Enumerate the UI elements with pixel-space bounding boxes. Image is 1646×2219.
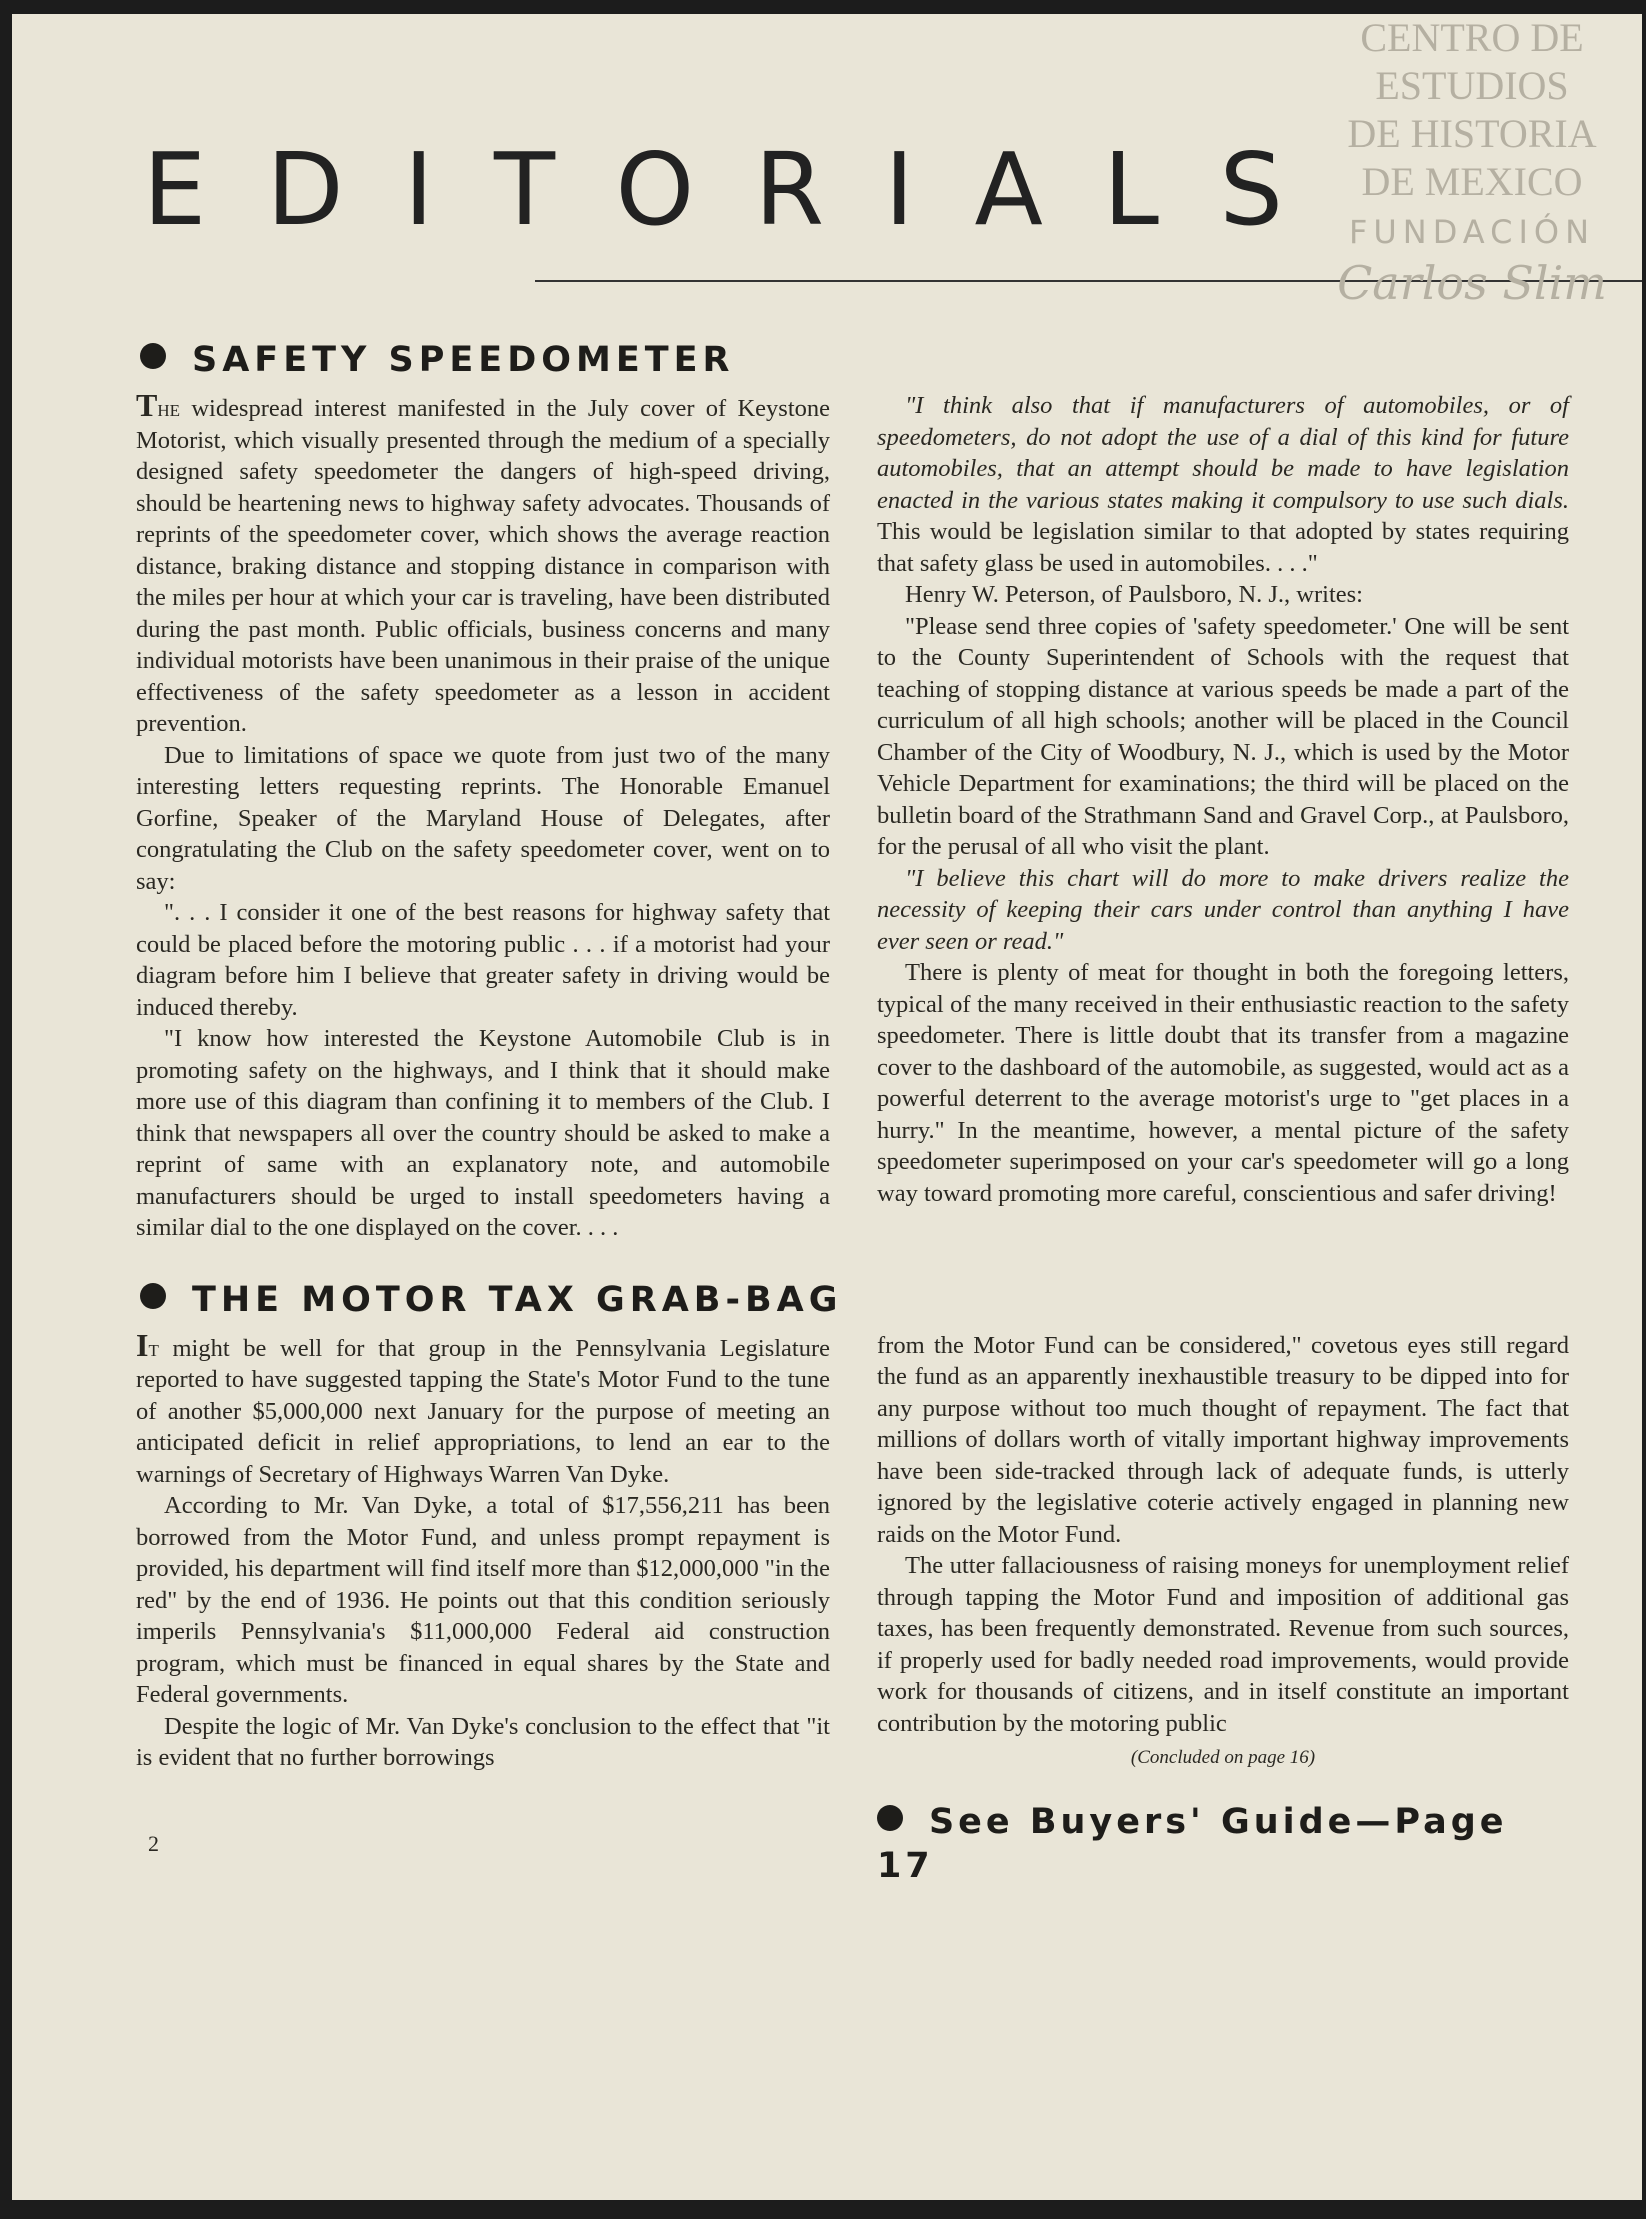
paragraph: The utter fallaciousness of raising moneys for unemployment relief through tapping the Motor Fund and imposition of additional gas taxes, has been frequently demonstrated. Revenue from such sources, if properly used for badly needed road improvements, would provide work for thousands of citizens, and in itself constitute an important contribution by the motoring public xyxy=(877,1552,1569,1737)
motor-tax-right-column xyxy=(877,1330,1569,1774)
safety-columns xyxy=(136,387,1569,1244)
motor-tax-left-column xyxy=(136,1326,830,1774)
paragraph: Despite the logic of Mr. Van Dyke's conclusion to the effect that "it is evident that no further borrowings xyxy=(136,1712,830,1771)
paragraph xyxy=(136,387,831,740)
magazine-page xyxy=(12,14,1642,2200)
drop-cap: I xyxy=(136,1326,149,1363)
watermark-text: DE MEXICO xyxy=(1361,159,1583,204)
watermark-signature: Carlos Slim xyxy=(1337,256,1607,310)
bullet-icon xyxy=(140,343,166,369)
paragraph-text: This would be legislation similar to that adopted by states requiring that safety glass be used in automobiles. . . ." xyxy=(877,518,1569,577)
section-heading-motor-tax xyxy=(140,1278,1569,1322)
continued-note: (Concluded on page 16) xyxy=(1130,1747,1316,1768)
paragraph xyxy=(877,390,1569,579)
editorial-content xyxy=(136,338,1569,1888)
title-letter: D xyxy=(266,131,344,248)
watermark-text: ESTUDIOS xyxy=(1375,63,1569,108)
page-footer xyxy=(136,1800,1569,1888)
title-letter: A xyxy=(974,131,1043,248)
paragraph: According to Mr. Van Dyke, a total of $17,556,211 has been borrowed from the Motor Fund, and unless prompt repayment is provided, his department will find itself more than $12,000,000 "in the red" by the end of 1936. He points out that this condition seriously imperils Pennsylvania's $11,000,000 Federal aid construction program, which must be financed in equal shares by the State and Federal governments. xyxy=(136,1492,830,1708)
section-heading-safety xyxy=(140,338,1569,382)
drop-cap: T xyxy=(136,387,158,423)
paragraph: "Please send three copies of 'safety speedometer.' One will be sent to the County Superintendent of Schools with the request that teaching of stopping distance at various speeds be made a part of the curriculum of all high schools; another will be placed in the Council Chamber of the City of Woodbury, N. J., which is used by the Motor Vehicle Department for examinations; the third will be placed on the bulletin board of the Strathmann Sand and Gravel Corp., at Paulsboro, for the perusal of all who visit the plant. xyxy=(877,612,1569,860)
heading-text: THE MOTOR TAX GRAB-BAG xyxy=(192,1279,843,1320)
paragraph: There is plenty of meat for thought in both the foregoing letters, typical of the many received in their enthusiastic reaction to the safety speedometer. There is little doubt that its transfer from a magazine cover to the dashboard of the automobile, as suggested, would act as a powerful deterrent to the average motorist's urge to "get places in a hurry." In the meantime, however, a mental picture of the safety speedometer superimposed on your car's speedometer will go a long way toward promoting more careful, conscientious and safer driving! xyxy=(877,959,1569,1207)
safety-speedometer-section xyxy=(136,338,1569,1244)
paragraph: from the Motor Fund can be considered," covetous eyes still regard the fund as an apparently inexhaustible treasury to be dipped into for any purpose without too much thought of repayment. The fact that millions of dollars worth of vitally important highway improvements have been side-tracked through lack of adequate funds, is utterly ignored by the legislative coterie actively engaged in planning new raids on the Motor Fund. xyxy=(877,1331,1569,1548)
paragraph xyxy=(136,1326,830,1491)
buyers-guide-text: See Buyers' Guide—Page 17 xyxy=(876,1801,1508,1886)
paragraph: "I believe this chart will do more to make drivers realize the necessity of keeping their cars under control than anything I have ever seen or read." xyxy=(877,864,1569,955)
title-letter: E xyxy=(143,131,207,248)
watermark xyxy=(1302,14,1642,312)
motor-tax-columns xyxy=(136,1326,1569,1774)
safety-left-column xyxy=(136,387,831,1244)
title-letter: I xyxy=(404,131,434,248)
page-number: 2 xyxy=(148,1830,159,1856)
paragraph: Due to limitations of space we quote from just two of the many interesting letters requesting reprints. The Honorable Emanuel Gorfine, Speaker of the Maryland House of Delegates, after congratulating the Club on the safety speedometer cover, went on to say: xyxy=(136,741,830,895)
small-caps: he xyxy=(157,395,181,422)
title-letter: S xyxy=(1219,131,1283,248)
title-letter: L xyxy=(1103,131,1160,248)
bullet-icon xyxy=(877,1805,903,1831)
page-title xyxy=(143,131,1283,248)
small-caps: t xyxy=(148,1334,159,1362)
paragraph: ". . . I consider it one of the best reasons for highway safety that could be placed before the motoring public . . . if a motorist had your diagram before him I believe that greater safety in driving would be induced thereby. xyxy=(136,899,830,1021)
bullet-icon xyxy=(140,1283,166,1309)
watermark-text: CENTRO DE xyxy=(1360,15,1584,60)
paragraph: "I know how interested the Keystone Automobile Club is in promoting safety on the highways, and I think that it should make more use of this diagram than confining it to members of the Club. I think that newspapers all over the country should be asked to make a reprint of same with an explanatory note, and automobile manufacturers should be urged to install speedometers having a similar dial to the one displayed on the cover. . . . xyxy=(136,1025,830,1241)
title-letter: O xyxy=(615,131,695,248)
title-letter: T xyxy=(493,131,556,248)
motor-tax-section xyxy=(136,1278,1569,1774)
title-letter: I xyxy=(884,131,915,248)
paragraph-text: widespread interest manifested in the July cover of Keystone Motorist, which visually presented through the medium of a specially designed safety speedometer the dangers of high-speed driving, should be heartening news to highway safety advocates. Thousands of reprints of the speedometer cover, which shows the average reaction distance, braking distance and stopping distance in comparison with the miles per hour at which your car is traveling, have been distributed during the past month. Public officials, business concerns and many individual motorists have been unanimous in their praise of the unique effectiveness of the safety speedometer as a lesson in accident prevention. xyxy=(136,395,831,737)
paragraph-text: might be well for that group in the Pennsylvania Legislature reported to have suggested tapping the State's Motor Fund to the tune of another $5,000,000 next January for the purpose of meeting an anticipated deficit in relief appropriations, to lend an ear to the warnings of Secretary of Highways Warren Van Dyke. xyxy=(136,1334,830,1488)
title-letter: R xyxy=(754,131,825,248)
italic-quote: "I think also that if manufacturers of automobiles, or of speedometers, do not adopt the use of a dial of this kind for future automobiles, that an attempt should be made to have legislation enacted in the various states making it compulsory to use such dials. xyxy=(877,392,1569,514)
safety-right-column xyxy=(877,390,1569,1244)
buyers-guide-note xyxy=(877,1800,1569,1888)
watermark-text: DE HISTORIA xyxy=(1347,111,1597,156)
heading-text: SAFETY SPEEDOMETER xyxy=(192,340,735,380)
paragraph: Henry W. Peterson, of Paulsboro, N. J., writes: xyxy=(905,581,1363,608)
watermark-text: FUNDACIÓN xyxy=(1348,213,1596,251)
